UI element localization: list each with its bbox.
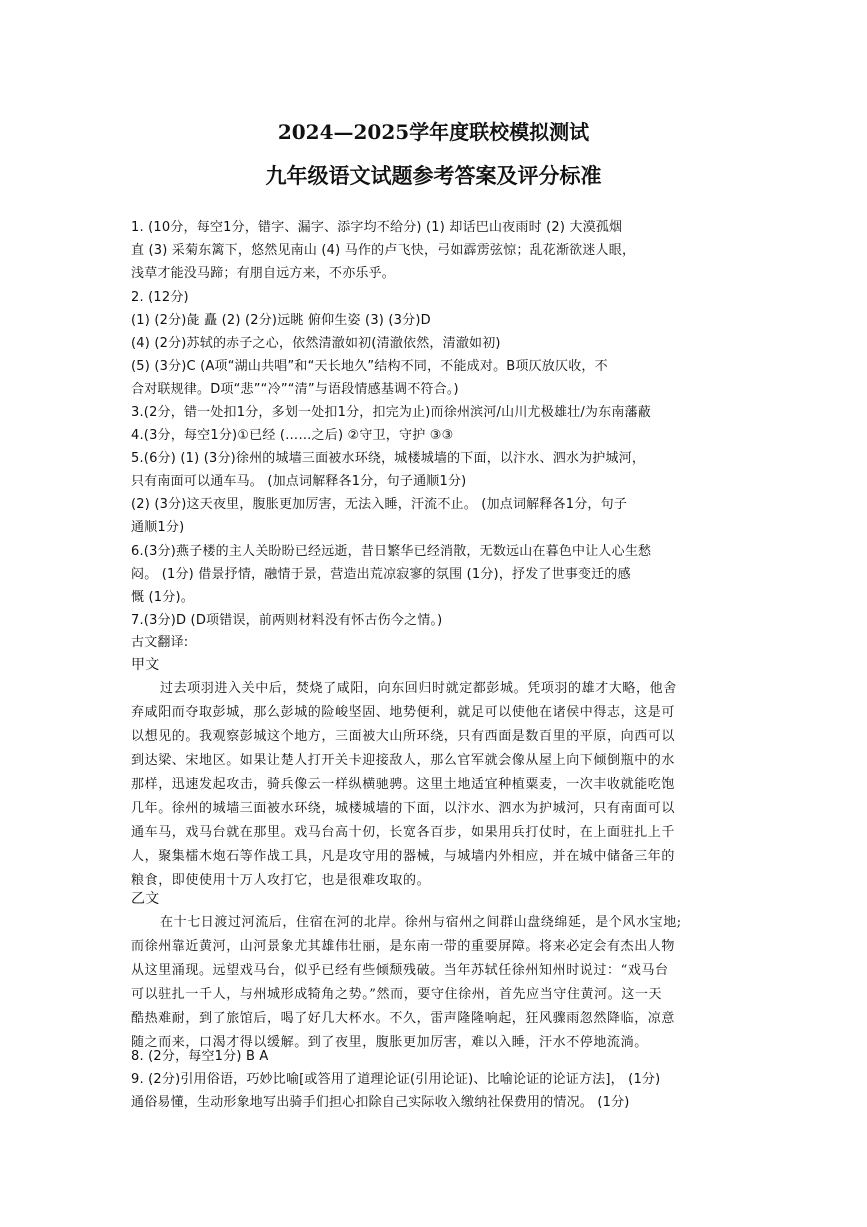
yi-line: 可以驻扎一千人，与州城形成犄角之势。”然而，要守住徐州，首先应当守住黄河。这一天 (131, 987, 663, 1002)
jia-line: 弃咸阳而夺取彭城，那么彭城的险峻坚固、地势便利，就足可以使他在诸侯中得志，这是可 (131, 705, 676, 720)
answer-line: 通俗易懂，生动形象地写出骑手们担心扣除自己实际收入缴纳社保费用的情况。 (1分) (131, 1095, 630, 1110)
answer-line: 浅草才能没马蹄；有朋自远方来，不亦乐乎。 (131, 266, 396, 281)
jia-label: 甲文 (131, 657, 160, 673)
answer-line: 3.(2分，错一处扣1分，多划一处扣1分，扣完为止)而徐州滨河/山川尤极雄壮/为东南藩蔽 (131, 405, 651, 420)
answer-line: (2) (3分)这天夜里，腹胀更加厉害，无法入睡，汗流不止。 (加点词解释各1分，句子 (131, 497, 628, 512)
answer-line: 慨 (1分)。 (131, 590, 194, 605)
jia-line: 过去项羽进入关中后，焚烧了咸阳，向东回归时就定都彭城。凭项羽的雄才大略，他舍 (160, 681, 677, 696)
jia-line: 那样，迅速发起攻击，骑兵像云一样纵横驰骋。这里土地适宜种植粟麦，一次丰收就能吃饱 (131, 777, 676, 792)
page-subtitle: 九年级语文试题参考答案及评分标准 (265, 163, 602, 188)
jia-line: 几年。徐州的城墙三面被水环绕，城楼城墙的下面，以汴水、泗水为护城河，只有南面可以 (131, 801, 676, 816)
jia-line: 人，聚集檑木炮石等作战工具，凡是攻守用的器械，与城墙内外相应，并在城中储备三年的 (131, 849, 676, 864)
yi-line: 随之而来，口渴才得以缓解。到了夜里，腹胀更加厉害，难以入睡，汗水不停地流淌。 (131, 1035, 648, 1050)
jia-line: 通车马，戏马台就在那里。戏马台高十仞，长宽各百步，如果用兵打仗时，在上面驻扎上千 (131, 825, 676, 840)
answer-line: 直 (3) 采菊东篱下，悠然见南山 (4) 马作的卢飞快，弓如霹雳弦惊；乱花渐欲迷人眼， (131, 243, 636, 258)
yi-line: 从这里涌现。远望戏马台，似乎已经有些倾颓残破。当年苏轼任徐州知州时说过：“戏马台 (131, 963, 669, 978)
jia-line: 粮食，即使使用十万人攻打它，也是很难攻取的。 (131, 873, 431, 888)
translation-label: 古文翻译: (131, 635, 189, 650)
answer-line: 8. (2分，每空1分) B A (131, 1049, 269, 1064)
answer-line: 7.(3分)D (D项错误，前两则材料没有怀古伤今之情。) (131, 613, 443, 628)
answer-line: 9. (2分)引用俗语，巧妙比喻[或答用了道理论证(引用论证)、比喻论证的论证方法]， (1分) (131, 1072, 661, 1087)
answer-line: 4.(3分，每空1分)①已经 (……之后) ②守卫，守护 ③③ (131, 428, 454, 443)
jia-line: 到达梁、宋地区。如果让楚人打开关卡迎接敌人，那么官军就会像从屋上向下倾倒瓶中的水 (131, 753, 676, 768)
answer-line: (1) (2分)彘 矗 (2) (2分)远眺 俯仰生姿 (3) (3分)D (131, 313, 431, 328)
yi-line: 在十七日渡过河流后，住宿在河的北岸。徐州与宿州之间群山盘绕绵延，是个风水宝地; (160, 915, 682, 930)
answer-line: 5.(6分) (1) (3分)徐州的城墙三面被水环绕，城楼城墙的下面，以汴水、泗水为护城河， (131, 451, 646, 466)
jia-line: 以想见的。我观察彭城这个地方，三面被大山所环绕，只有西面是数百里的平原，向西可以 (131, 729, 676, 744)
yi-label: 乙文 (131, 891, 160, 907)
answer-line: 闷。 (1分) 借景抒情，融情于景，营造出荒凉寂寥的氛围 (1分)，抒发了世事变迁的感 (131, 567, 631, 582)
answer-line: 1. (10分，每空1分，错字、漏字、添字均不给分) (1) 却话巴山夜雨时 (2) 大漠孤烟 (131, 220, 623, 235)
answer-line: 6.(3分)燕子楼的主人关盼盼已经远逝，昔日繁华已经消散，无数远山在暮色中让人心生愁 (131, 544, 652, 559)
answer-line: (5) (3分)C (A项“湖山共唱”和“天长地久”结构不同，不能成对。B项仄放仄收，不 (131, 359, 608, 374)
yi-line: 酷热难耐，到了旅馆后，喝了好几大杯水。不久，雷声隆隆响起，狂风骤雨忽然降临，凉意 (131, 1011, 676, 1026)
answer-line: 2. (12分) (131, 290, 189, 305)
yi-line: 而徐州靠近黄河，山河景象尤其雄伟壮丽，是东南一带的重要屏障。将来必定会有杰出人物 (131, 939, 676, 954)
answer-line: 只有南面可以通车马。 (加点词解释各1分，句子通顺1分) (131, 474, 467, 489)
answer-line: 通顺1分) (131, 520, 185, 535)
page-title: 2024—2025学年度联校模拟测试 (277, 120, 590, 144)
answer-line: (4) (2分)苏轼的赤子之心，依然清澈如初(清澈依然，清澈如初) (131, 336, 501, 351)
answer-line: 合对联规律。D项“悲”“冷”“清”与语段情感基调不符合。) (131, 382, 459, 397)
